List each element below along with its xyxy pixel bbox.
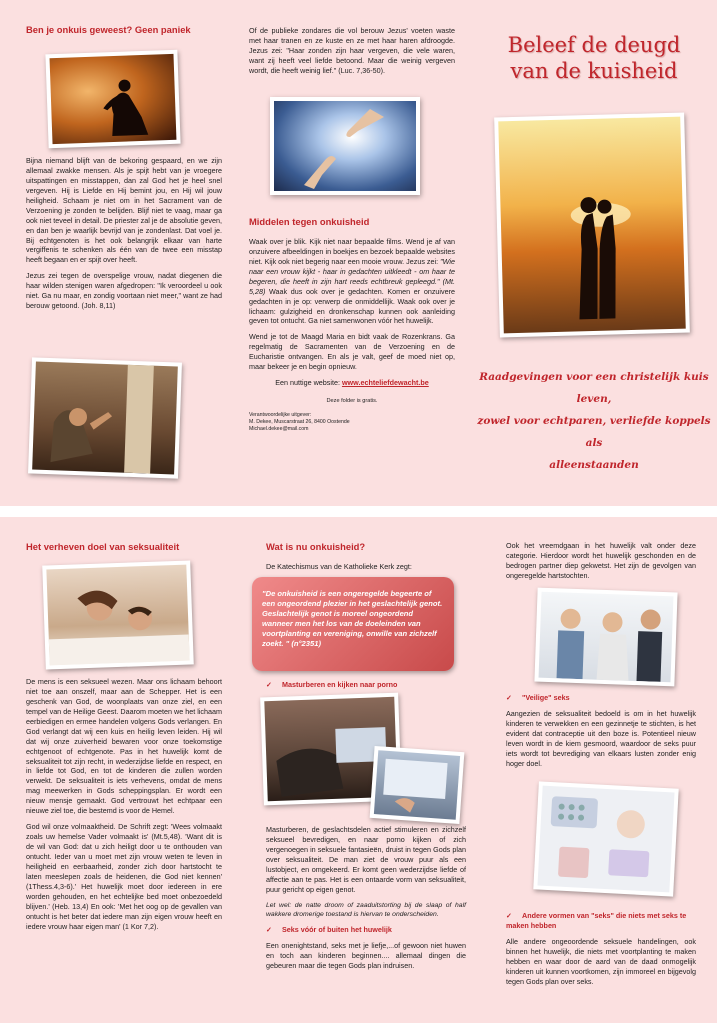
- panel-remedies: [249, 216, 455, 433]
- check-premarital-label: Seks vóór of buiten het huwelijk: [282, 925, 392, 935]
- definition-paragraph-2: Een onenightstand, seks met je liefje,...of gewoon niet huwen en toch aan kinderen beginnen.... allemaal dingen die gebeuren maar die tegen Gods plan indruisen.: [266, 941, 466, 971]
- photo-couple-beach: [494, 113, 690, 338]
- photo-contraceptives: [533, 781, 678, 896]
- photo-laptop-hands: [370, 746, 465, 824]
- remedies-paragraph-1: [249, 237, 455, 326]
- panel-purpose-text: [26, 677, 222, 937]
- couple-silhouette: [498, 117, 685, 334]
- check-mark-icon: ✓: [266, 680, 273, 689]
- purpose-paragraph-2: God wil onze volmaaktheid. De Schrift zegt: 'Wees volmaakt zoals uw hemelse Vader volmaakt is' (Mt.5,48). 'Want dit is de wil van God: dat u zich heiligt door u te onthouden van ontucht. Ieder van u moet met zijn vrouw weten te leven in heiligheid en eerbaarheid, zonder zich door hartstocht te laten meeslepen zoals de heidenen, die God niet kennen' (1Thess.4,3-6).' Het huwelijk moet door iedereen in ere worden gehouden, en het echtelijke bed moet onbezoedeld blijven.' (Heb. 13,4) En ook: 'Met het oog op de gevallen van ontucht is het beter dat iedere man zijn eigen vrouw heeft en iedere vrouw haar eigen man' (1 Kor 7,2).: [26, 822, 222, 931]
- cover-subtitle: [476, 366, 712, 476]
- contraceptives-drawing: [537, 786, 674, 893]
- panel-definition: [266, 541, 466, 578]
- photo-couple-arguing: [534, 588, 677, 687]
- laptop-hands-drawing: [374, 750, 460, 820]
- website-link[interactable]: www.echteliefdewacht.be: [341, 378, 429, 388]
- panel-other-forms: [506, 907, 696, 993]
- reaching-hands-drawing: [274, 101, 416, 191]
- panel-forgiveness-text: [26, 156, 222, 317]
- check-mark-icon: ✓: [266, 925, 273, 935]
- remedies-text-b: Waak dus ook over je gedachten. Komen er onzuivere gedachten in je op: verwerp die onmiddellijk. Waak ook over je lichaam: gulzigheid en dronkenschap kunnen ook aanleiding geven tot ontucht. Ga niet samenwonen vóór het huwelijk.: [249, 286, 455, 326]
- forgiveness-paragraph-1: Bijna niemand blijft van de bekoring gespaard, en we zijn allemaal zwakke mensen. Als je spijt hebt van je vroegere uitspattingen en misstappen, dan zal God het je heel snel vergeven. Hij is Liefde en Hij bemint jou, en Hij wil jouw heiligheid. Schaam je niet om in het Sacrament van de Verzoening je zonden te belijden. Blijf niet te vaag, maar ga ook niet teveel in detail. De priester zal je de absolutie geven, en dan ben je waarlijk bevrijd van je zondenlast. Dat voel je. Bij echtgenoten is het ook belangrijk elkaar van harte vergiffenis te schenken als één van de twee een misstap heeft begaan en er spijt over heeft.: [26, 156, 222, 265]
- check-masturbation-label: Masturberen en kijken naar porno: [282, 680, 398, 689]
- definition-note: Let wel: de natte droom of zaaduitstorting bij de slaap of half wakkere dromerige toestand is hiervan te onderscheiden.: [266, 901, 466, 918]
- photo-praying-man: [45, 50, 180, 149]
- panel-forgiveness: [26, 24, 222, 45]
- check-safe-sex-label: "Veilige" seks: [522, 693, 570, 702]
- panel-safe-sex: [506, 689, 696, 775]
- catechism-quote: "De onkuisheid is een ongeregelde begeerte of een ongeordend plezier in het geslachtelijk genot. Geslachtelijk genot is moreel ongeordend wanneer men het los van de doeleinden van voortplanting en vereniging, onwille van zichzelf zoekt. " (n°2351): [252, 577, 454, 671]
- publisher-address: M. Dekee, Muscarstraat 26, 8400 Oostende: [249, 418, 350, 425]
- couple-bed-figures: [46, 565, 189, 666]
- other-paragraph-1: Ook het vreemdgaan in het huwelijk valt onder deze categorie. Hierdoor wordt het huwelijk geschonden en de bedrogen partner diep gekwetst. Het zijn de gevolgen van ongeregelde hartstochten.: [506, 541, 696, 580]
- remedies-paragraph-2: Wend je tot de Maagd Maria en bidt vaak de Rozenkrans. Ga regelmatig de Sacramenten van de Verzoening en de Eucharistie ontvangen. En als je valt, geef de moed niet op, maar bekeer je en begin opnieuw.: [249, 332, 455, 372]
- photo-couple-bed: [42, 560, 194, 669]
- heading-definition: Wat is nu onkuisheid?: [266, 541, 366, 552]
- panel-purpose: [26, 541, 222, 562]
- purpose-paragraph-1: De mens is een seksueel wezen. Maar ons lichaam behoort niet toe aan onszelf, maar aan de Schepper. Het is een geschenk van God, de woonplaats van onze ziel, en een tempel van de Heilige Geest. Daarom moeten we het lichaam eerbiedigen en ermee handelen volgens Gods verlangen. En God verlangt dat wij een kuis en heilig leven leiden. Hij wil dat wij onze zuiverheid bewaren voor onze toekomstige echtgenoot of echtgenote. Pas in het huwelijk komt de seksualiteit tot zijn recht, in wederzijdse liefde en respect, en in liefde tot God, en tot de kinderen die zullen worden verwekt. De seksualiteit is iets verhevens, omdat de mens mag meewerken in Gods scheppingsplan. Er wordt een nieuw mensje gemaakt. God vertrouwt het echtpaar een nieuwe ziel toe, die bestemd is voor de Hemel.: [26, 677, 222, 816]
- website-line: [249, 378, 455, 388]
- arguing-couple-drawing: [539, 592, 674, 683]
- cover-title: [490, 32, 698, 85]
- publisher-label: Verantwoordelijke uitgever:: [249, 411, 312, 418]
- remedies-text-a: Waak over je blik. Kijk niet naar bepaalde films. Wend je af van onzuivere afbeeldingen in boekjes en bezoek bepaalde websites niet. Kijk ook niet begerig naar een mooie vrouw. Jezus zei:: [249, 236, 455, 266]
- check-other-forms-label: Andere vormen van "seks" die niets met seks te maken hebben: [506, 911, 687, 930]
- photo-jesus-and-woman: [28, 357, 182, 478]
- check-mark-icon: ✓: [506, 693, 513, 702]
- definition-intro: De Katechismus van de Katholieke Kerk zegt:: [266, 561, 412, 571]
- publisher-block: [249, 412, 455, 433]
- free-folder-note: Deze folder is gratis.: [326, 398, 378, 405]
- cover-subtitle-line-2: zowel voor echtparen, verliefde koppels als: [477, 415, 711, 450]
- heading-remedies: Middelen tegen onkuisheid: [249, 216, 370, 227]
- check-item-safe-sex: [506, 693, 696, 703]
- panel-other: [506, 541, 696, 587]
- definition-paragraph-1: Masturberen, de geslachtsdelen actief stimuleren en zichzelf seksueel bevredigen, en naar porno kijken of zich vergenoegen in seksuele fantasieën, druist in tegen Gods plan over seksualiteit. De man ziet de vrouw puur als een lustobject, en omgekeerd. Er komt geen wederzijdse liefde of affectie aan te pas. Het is een ontaarde vorm van seksualiteit, puur gericht op eigen genot.: [266, 825, 466, 894]
- cover-subtitle-line-3: alleenstaanden: [549, 459, 639, 472]
- brochure-inside: [0, 517, 717, 1023]
- cover-title-line-1: Beleef de deugd: [507, 33, 681, 57]
- heading-purpose: Het verheven doel van seksualiteit: [26, 541, 180, 552]
- heading-forgiveness: Ben je onkuis geweest? Geen paniek: [26, 24, 191, 35]
- check-item-other-forms: [506, 911, 696, 931]
- cover-title-line-2: van de kuisheid: [510, 59, 678, 84]
- praying-man-silhouette: [50, 54, 177, 144]
- panel-remedies-intro: [249, 26, 455, 82]
- cover-subtitle-line-1: Raadgevingen voor een christelijk kuis leven,: [479, 371, 709, 406]
- publisher-email: Michael.dekee@mail.com: [249, 425, 309, 432]
- brochure-outside: [0, 0, 717, 506]
- photo-reaching-hands: [270, 97, 420, 195]
- other-forms-paragraph: Alle andere ongeoordende seksuele handelingen, ook binnen het huwelijk, die niets met voortplanting te maken hebben en waar door de aard van de daad onmogelijk kinderen uit kunnen voortkomen, zijn immoreel en bijgevolg tegen Gods plan over seks.: [506, 936, 696, 986]
- check-item-premarital: [266, 925, 466, 935]
- safe-sex-paragraph: Aangezien de seksualiteit bedoeld is om in het huwelijk kinderen te verwekken en een gezinnetje te stichten, is het evident dat contraceptie uit den boze is. Potentieel nieuw leven wordt in de kiem gesmoord, waardoor de seks puur iets wordt tot bevrediging van elkaars lusten zonder enig hoger doel.: [506, 708, 696, 768]
- check-item-masturbation: [266, 680, 466, 690]
- panel-definition-text: [266, 825, 466, 977]
- forgiveness-paragraph-2: Jezus zei tegen de overspelige vrouw, nadat diegenen die haar wilden stenigen waren afgedropen: "Ik veroordeel u ook niet. Ga nu maar, en zondig voortaan niet meer," want ze had berouw getoond. (Joh. 8,11): [26, 271, 222, 311]
- remedies-quote: "Wie naar een vrouw kijkt - haar in gedachten uitkleedt - om haar te begeren, die heeft in zijn hart reeds echtbreuk gepleegd." (Mt. 5,28): [249, 256, 455, 296]
- website-label: Een nuttige website:: [275, 378, 342, 388]
- check-mark-icon: ✓: [506, 911, 513, 920]
- jesus-woman-figures: [32, 362, 178, 475]
- remedies-intro-paragraph: Of de publieke zondares die vol berouw Jezus' voeten waste met haar tranen en ze kuste en ze met haar haren afdroogde. Jezus zei: "Haar zonden zijn haar vergeven, die vele waren, want zij heeft veel liefde betoond. Maar die weinig vergeven wordt, die heeft weinig lief." (Luc. 7,36-50).: [249, 26, 455, 75]
